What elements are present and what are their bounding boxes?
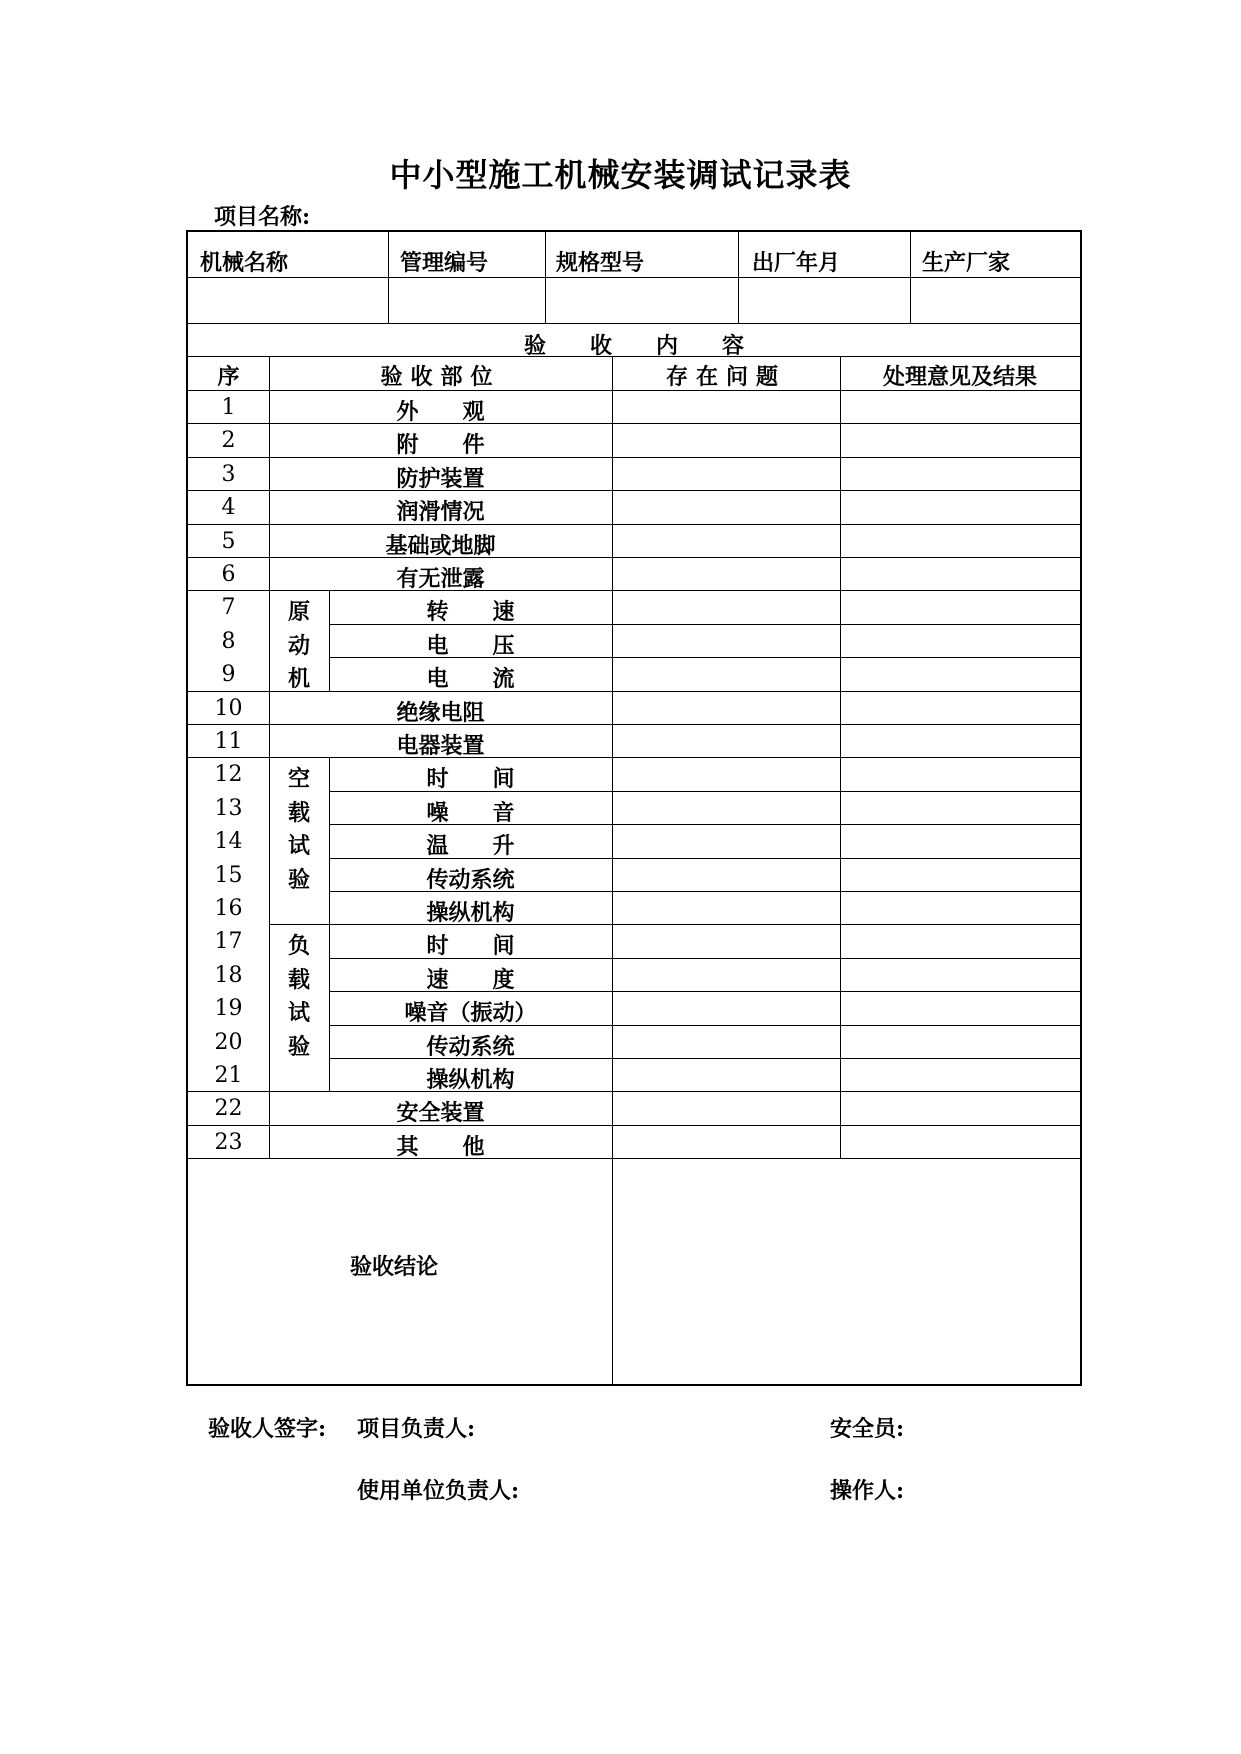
group-no-load-label: 载 (287, 799, 310, 826)
issue-field[interactable] (612, 924, 840, 957)
section-title: 验 收 内 容 (523, 333, 744, 359)
row-number: 19 (214, 996, 243, 1022)
col-issue: 存在问题 (665, 364, 786, 390)
row-label: 传动系统 (426, 866, 515, 893)
safety-officer-label: 安全员: (830, 1416, 905, 1442)
issue-field[interactable] (612, 757, 840, 790)
group-prime-mover-label: 动 (287, 632, 310, 659)
group-load-label: 验 (287, 1033, 310, 1060)
row-label: 噪 音 (426, 799, 515, 826)
row-label: 安全装置 (396, 1100, 485, 1127)
result-field[interactable] (840, 1058, 1080, 1091)
header-manage-no: 管理编号 (400, 250, 489, 276)
group-load-label: 载 (287, 966, 310, 993)
issue-field[interactable] (612, 858, 840, 891)
row-number: 21 (214, 1063, 243, 1088)
result-field[interactable] (840, 1091, 1080, 1124)
row-label: 噪音（振动） (404, 1000, 537, 1027)
result-field[interactable] (840, 991, 1080, 1024)
result-field[interactable] (840, 858, 1080, 891)
row-number: 4 (221, 495, 236, 521)
row-label: 传动系统 (426, 1033, 515, 1060)
result-field[interactable] (840, 590, 1080, 623)
issue-field[interactable] (612, 991, 840, 1024)
row-label: 有无泄露 (396, 566, 485, 592)
divider (269, 924, 329, 925)
issue-field[interactable] (612, 590, 840, 623)
row-number: 13 (214, 795, 243, 821)
divider (329, 924, 330, 1091)
result-field[interactable] (840, 1125, 1080, 1158)
issue-field[interactable] (612, 958, 840, 991)
issue-field[interactable] (612, 657, 840, 690)
divider (188, 356, 1080, 357)
row-label: 操纵机构 (426, 900, 515, 926)
row-label: 时 间 (426, 933, 515, 960)
acceptor-signature-label: 验收人签字: (208, 1416, 327, 1442)
factory-date-field[interactable] (738, 278, 910, 323)
issue-field[interactable] (612, 390, 840, 423)
divider (188, 323, 1080, 324)
project-name-label: 项目名称: (214, 204, 311, 230)
issue-field[interactable] (612, 691, 840, 724)
divider (545, 232, 546, 323)
row-label: 润滑情况 (396, 499, 485, 526)
record-table (186, 230, 1082, 1386)
issue-field[interactable] (612, 1025, 840, 1058)
row-label: 基础或地脚 (385, 532, 496, 559)
row-label: 外 观 (396, 399, 485, 425)
row-label: 其 他 (396, 1133, 485, 1160)
operator-label: 操作人: (830, 1478, 905, 1504)
group-load-label: 负 (287, 933, 310, 960)
row-number: 23 (214, 1129, 243, 1155)
row-number: 3 (221, 461, 236, 487)
row-label: 防护装置 (396, 465, 485, 492)
result-field[interactable] (840, 891, 1080, 924)
divider (329, 757, 330, 924)
manufacturer-field[interactable] (910, 278, 1080, 323)
row-label: 电器装置 (396, 733, 485, 759)
row-label: 附 件 (396, 432, 485, 459)
result-field[interactable] (840, 757, 1080, 790)
header-spec-model: 规格型号 (556, 250, 645, 276)
spec-model-field[interactable] (545, 278, 738, 323)
result-field[interactable] (840, 924, 1080, 957)
row-number: 9 (221, 662, 236, 688)
result-field[interactable] (840, 524, 1080, 557)
divider (840, 356, 841, 1158)
issue-field[interactable] (612, 891, 840, 924)
issue-field[interactable] (612, 524, 840, 557)
row-number: 2 (221, 428, 236, 454)
header-machine-name: 机械名称 (200, 250, 289, 276)
issue-field[interactable] (612, 724, 840, 757)
row-number: 6 (221, 562, 236, 587)
row-number: 12 (214, 762, 243, 788)
result-field[interactable] (840, 423, 1080, 456)
col-seq: 序 (217, 364, 240, 390)
header-manufacturer: 生产厂家 (922, 250, 1011, 276)
project-lead-label: 项目负责人: (357, 1416, 476, 1442)
manage-no-field[interactable] (388, 278, 545, 323)
divider (738, 232, 739, 323)
issue-field[interactable] (612, 457, 840, 490)
row-number: 15 (214, 862, 243, 888)
page-title: 中小型施工机械安装调试记录表 (389, 156, 852, 194)
group-no-load-label: 验 (287, 866, 310, 893)
machine-name-field[interactable] (188, 278, 388, 323)
result-field[interactable] (840, 824, 1080, 857)
issue-field[interactable] (612, 423, 840, 456)
result-field[interactable] (840, 457, 1080, 490)
col-part: 验收部位 (380, 364, 501, 390)
result-field[interactable] (840, 791, 1080, 824)
row-label: 转 速 (426, 599, 515, 626)
group-prime-mover-label: 原 (287, 599, 310, 626)
result-field[interactable] (840, 724, 1080, 757)
row-label: 操纵机构 (426, 1067, 515, 1093)
issue-field[interactable] (612, 557, 840, 590)
divider (388, 232, 389, 323)
divider (612, 356, 613, 1158)
row-number: 1 (221, 395, 236, 420)
issue-field[interactable] (612, 1091, 840, 1124)
issue-field[interactable] (612, 1125, 840, 1158)
row-label: 速 度 (426, 966, 515, 993)
row-label: 温 升 (426, 833, 515, 860)
result-field[interactable] (840, 490, 1080, 523)
user-lead-label: 使用单位负责人: (357, 1478, 520, 1504)
row-number: 16 (214, 896, 243, 921)
divider (910, 232, 911, 323)
group-no-load-label: 试 (287, 833, 310, 860)
col-result: 处理意见及结果 (882, 364, 1037, 390)
row-number: 20 (214, 1029, 243, 1055)
issue-field[interactable] (612, 1058, 840, 1091)
conclusion-label: 验收结论 (350, 1254, 439, 1280)
row-label: 电 流 (426, 666, 515, 693)
header-factory-date: 出厂年月 (752, 250, 841, 276)
result-field[interactable] (840, 557, 1080, 590)
result-field[interactable] (840, 1025, 1080, 1058)
issue-field[interactable] (612, 791, 840, 824)
row-label: 绝缘电阻 (396, 699, 485, 726)
row-number: 14 (214, 829, 243, 855)
result-field[interactable] (840, 657, 1080, 690)
row-number: 7 (221, 595, 236, 621)
row-number: 5 (221, 528, 236, 554)
group-no-load-label: 空 (287, 766, 310, 793)
result-field[interactable] (840, 691, 1080, 724)
divider (612, 1159, 613, 1384)
row-number: 17 (214, 929, 243, 955)
row-label: 时 间 (426, 766, 515, 793)
issue-field[interactable] (612, 490, 840, 523)
row-number: 18 (214, 962, 243, 988)
group-load-label: 试 (287, 1000, 310, 1027)
row-number: 11 (214, 729, 243, 754)
issue-field[interactable] (612, 624, 840, 657)
result-field[interactable] (840, 390, 1080, 423)
conclusion-field[interactable] (612, 1159, 1080, 1384)
row-label: 电 压 (426, 632, 515, 659)
divider (329, 590, 330, 690)
row-number: 10 (214, 695, 243, 721)
group-prime-mover-label: 机 (287, 666, 310, 693)
result-field[interactable] (840, 624, 1080, 657)
row-number: 8 (221, 628, 236, 654)
row-number: 22 (214, 1096, 243, 1122)
result-field[interactable] (840, 958, 1080, 991)
issue-field[interactable] (612, 824, 840, 857)
